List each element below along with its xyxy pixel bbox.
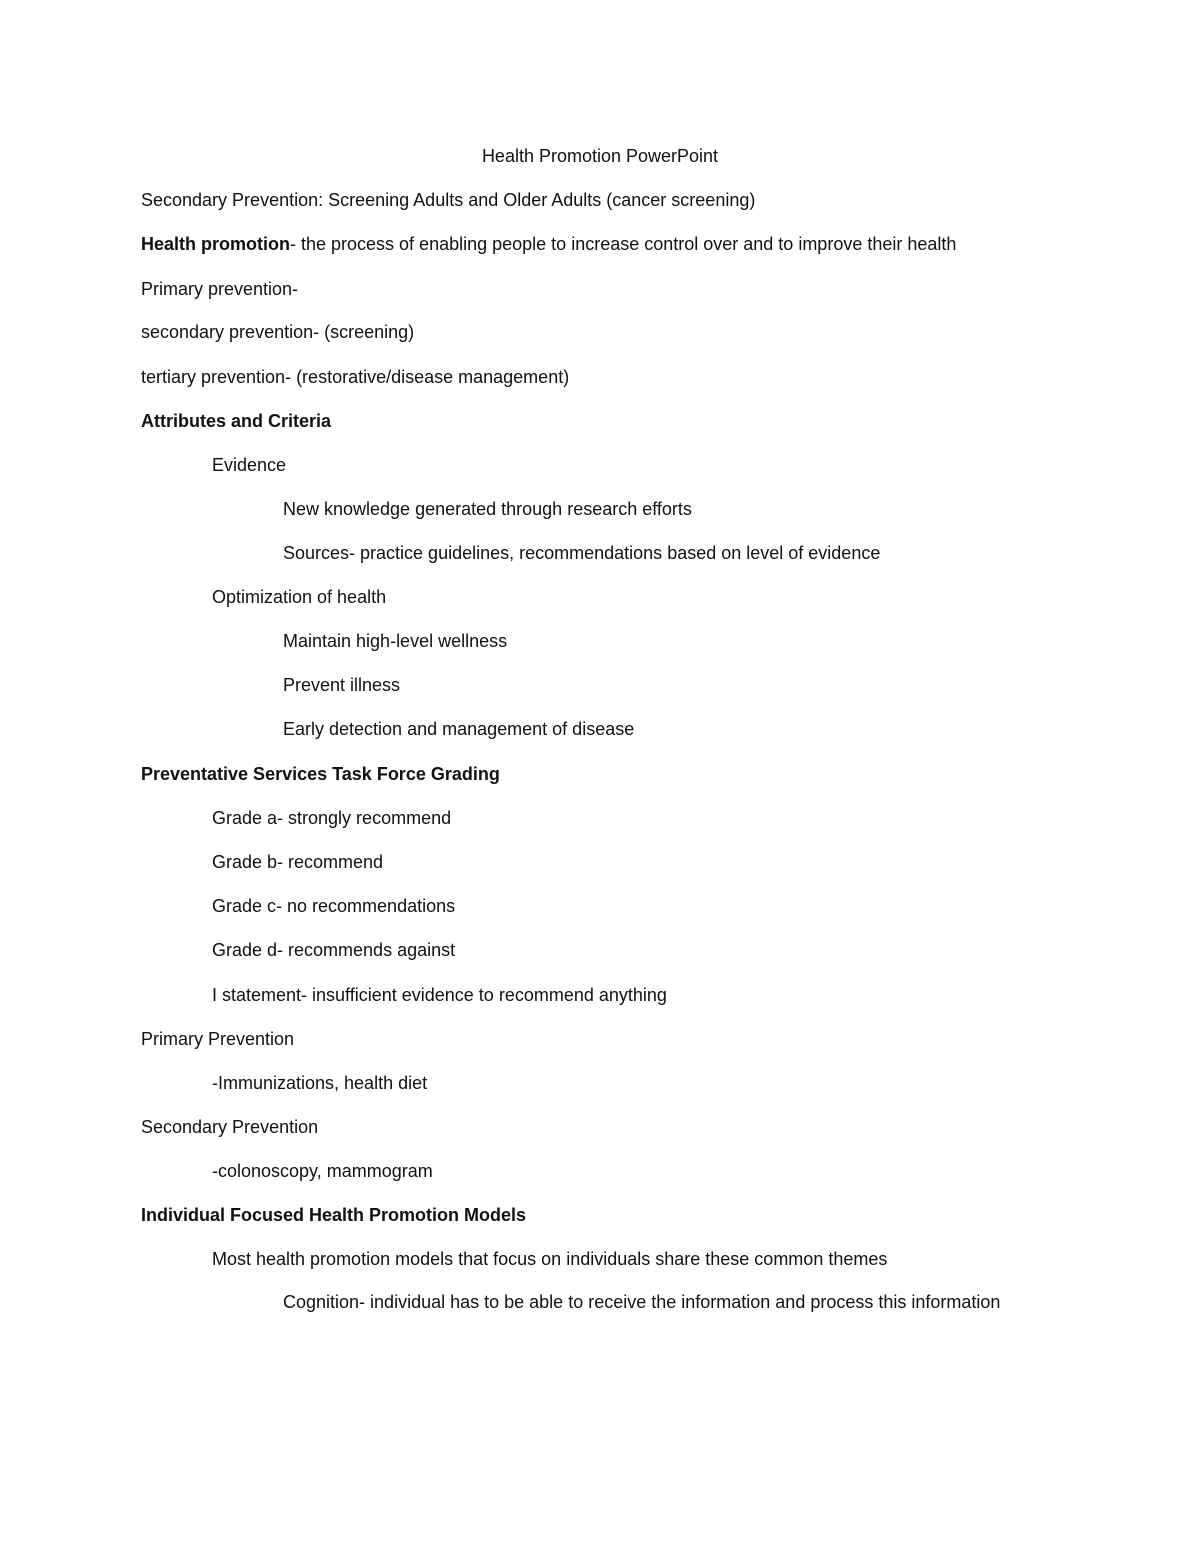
prevention-level-primary: Primary prevention- bbox=[141, 279, 299, 299]
models-intro: Most health promotion models that focus on individuals share these common themes bbox=[212, 1249, 888, 1269]
evidence-label: Evidence bbox=[212, 455, 287, 475]
health-promotion-definition bbox=[141, 233, 956, 255]
evidence-item: New knowledge generated through research efforts bbox=[283, 499, 692, 519]
grade-item: Grade d- recommends against bbox=[212, 940, 456, 960]
optimization-item: Maintain high-level wellness bbox=[283, 631, 508, 651]
document-title: Health Promotion PowerPoint bbox=[481, 146, 719, 166]
evidence-item: Sources- practice guidelines, recommendations based on level of evidence bbox=[283, 543, 881, 563]
secondary-prevention-example: -colonoscopy, mammogram bbox=[212, 1161, 433, 1181]
models-heading: Individual Focused Health Promotion Models bbox=[141, 1205, 527, 1225]
optimization-label: Optimization of health bbox=[212, 587, 387, 607]
grade-item: Grade b- recommend bbox=[212, 852, 384, 872]
health-promotion-term: Health promotion bbox=[141, 234, 290, 254]
grade-item: Grade a- strongly recommend bbox=[212, 808, 452, 828]
optimization-item: Prevent illness bbox=[283, 675, 401, 695]
grade-item: I statement- insufficient evidence to recommend anything bbox=[212, 985, 667, 1005]
primary-prevention-example: -Immunizations, health diet bbox=[212, 1073, 428, 1093]
grading-heading: Preventative Services Task Force Grading bbox=[141, 764, 500, 784]
grade-item: Grade c- no recommendations bbox=[212, 896, 456, 916]
optimization-item: Early detection and management of disease bbox=[283, 719, 635, 739]
secondary-prevention-label: Secondary Prevention bbox=[141, 1117, 319, 1137]
health-promotion-text: - the process of enabling people to increase control over and to improve their health bbox=[290, 234, 957, 254]
document-subtitle: Secondary Prevention: Screening Adults and Older Adults (cancer screening) bbox=[141, 190, 756, 210]
attributes-heading: Attributes and Criteria bbox=[141, 411, 332, 431]
prevention-level-tertiary: tertiary prevention- (restorative/disease management) bbox=[141, 367, 570, 387]
prevention-level-secondary: secondary prevention- (screening) bbox=[141, 322, 415, 342]
cognition-text: Cognition- individual has to be able to receive the information and process this information bbox=[283, 1292, 1001, 1312]
primary-prevention-label: Primary Prevention bbox=[141, 1029, 295, 1049]
